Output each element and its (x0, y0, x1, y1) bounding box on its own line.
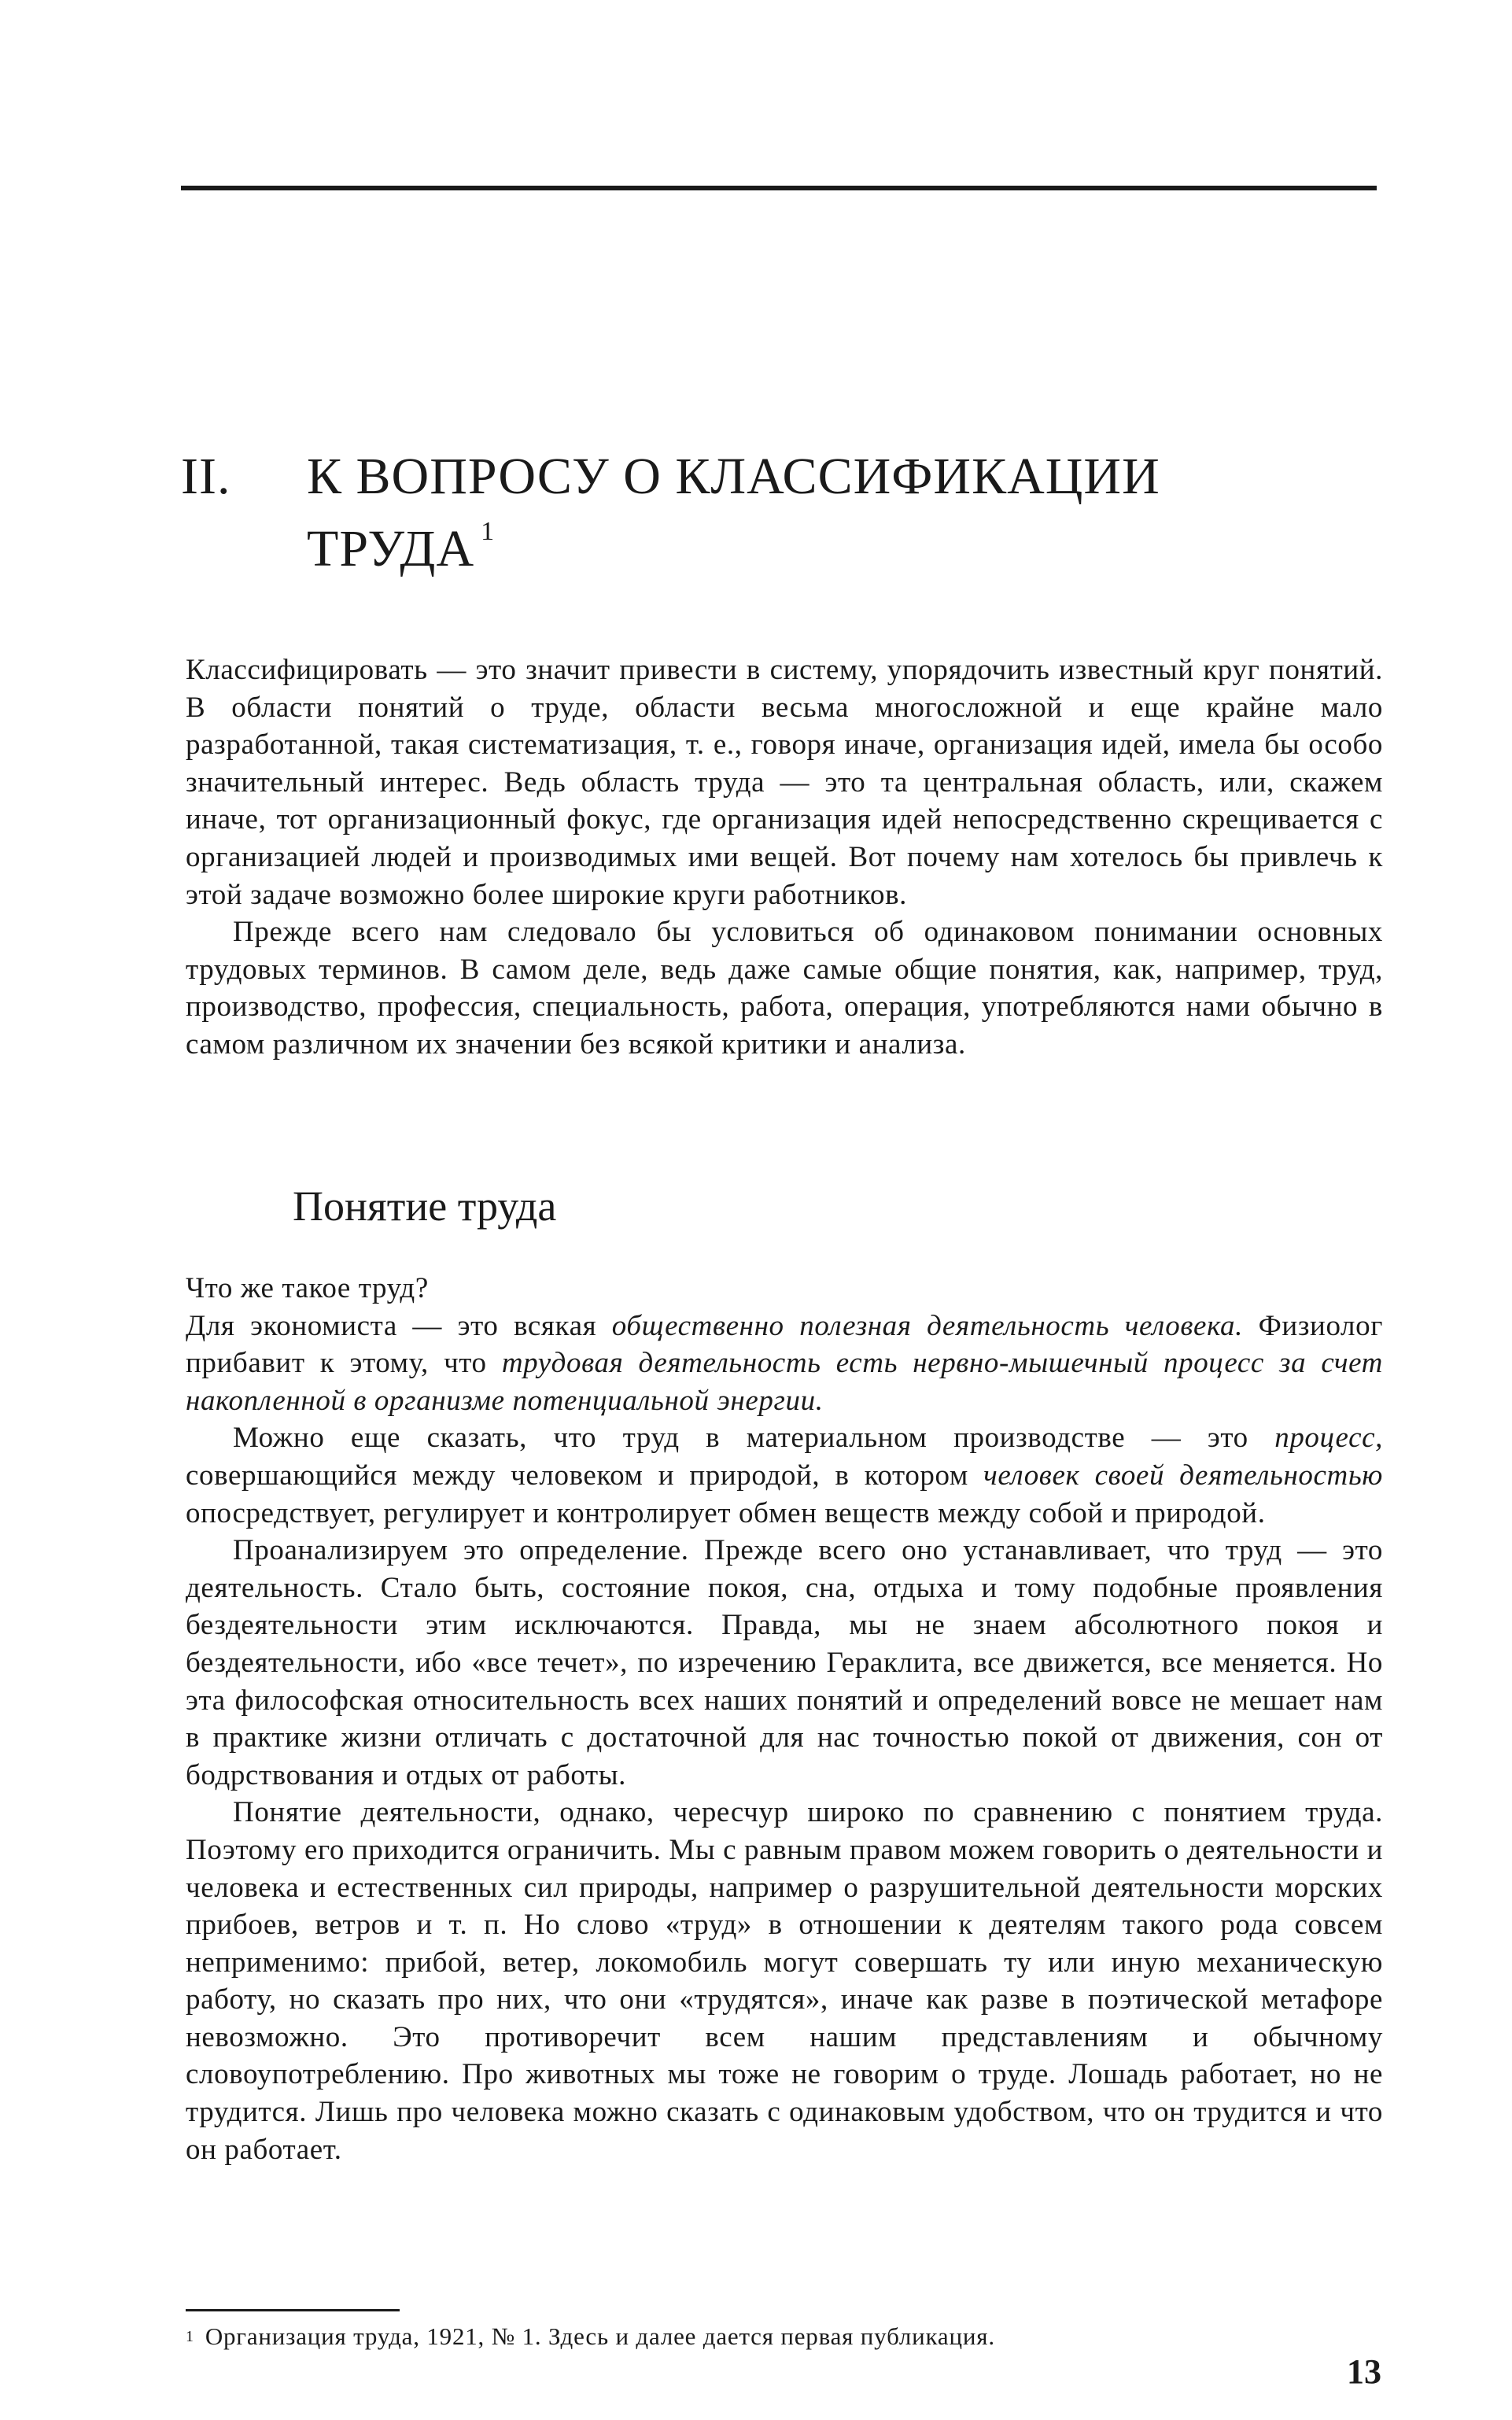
top-rule (181, 186, 1377, 190)
section-text (186, 1270, 1383, 2168)
material-text-b: совершающийся между человеком и природой, в котором (186, 1459, 984, 1492)
intro-paragraph-1: Классифицировать — это значит привести в систему, упорядочить известный круг понятий. В области понятий о труде, области весьма многосложной и еще крайне мало разработанной, такая систематизация, т. е., говоря иначе, организация идей, имела бы особо значительный интерес. Ведь область труда — это та центральная область, или, скажем иначе, тот организационный фокус, где организация идей непосредственно скрещивается с организацией людей и производимых ими вещей. Вот почему нам хотелось бы привлечь к этой задаче возможно более широкие круги работников. (186, 654, 1383, 911)
footnote (186, 2321, 1383, 2352)
chapter-title-line1: К ВОПРОСУ О КЛАССИФИКАЦИИ (307, 448, 1160, 505)
chapter-number: II. (181, 448, 231, 505)
page-number: 13 (1347, 2352, 1381, 2391)
intro-paragraph-2: Прежде всего нам следовало бы условиться об одинаковом понимании основных трудовых терминов. В самом деле, ведь даже самые общие понятия, как, например, труд, производство, профессия, специальность, работа, операция, употребляются нами обычно в самом различном их значении без всякой критики и анализа. (186, 916, 1383, 1061)
material-text-c: опосредствует, регулирует и контролирует обмен веществ между собой и природой. (186, 1496, 1266, 1529)
economist-emphasis-1: общественно полезная деятельность человека. (611, 1309, 1244, 1342)
activity-paragraph: Понятие деятельности, однако, чересчур широко по сравнению с понятием труда. Поэтому его приходится ограничить. Мы с равным правом можем говорить о деятельности и человека и естественных сил природы, например о разрушительной деятельности морских прибоев, ветров и т. п. Но слово «труд» в отношении к деятелям такого рода совсем неприменимо: прибой, ветер, локомобиль могут совершать ту или иную механическую работу, но сказать про них, что они «трудятся», иначе как разве в поэтической метафоре невозможно. Это противоречит всем нашим представлениям и обычному словоупотреблению. Про животных мы тоже не говорим о труде. Лошадь работает, но не трудится. Лишь про человека можно сказать с одинаковым удобством, что он трудится и что он работает. (186, 1796, 1383, 2166)
economist-text-b: Физиолог прибавит к этому, что (186, 1309, 1383, 1380)
section-title: Понятие труда (293, 1182, 557, 1230)
footnote-marker: 1 (186, 2328, 194, 2345)
footnote-rule (186, 2309, 400, 2311)
intro-text (186, 651, 1383, 1064)
material-emphasis-2: человек своей деятельностью (983, 1459, 1383, 1492)
chapter-title (181, 441, 1345, 585)
economist-emphasis-2: трудовая деятельность есть нервно-мышечный процесс за счет накопленной в организме потенциальной энергии. (186, 1347, 1383, 1417)
economist-text-a: Для экономиста — это всякая (186, 1309, 612, 1342)
economist-paragraph (186, 1308, 1383, 1420)
chapter-title-line2-wrap (181, 513, 1345, 585)
material-paragraph (186, 1419, 1383, 1532)
material-emphasis-1: процесс, (1274, 1422, 1383, 1455)
footnote-text: Организация труда, 1921, № 1. Здесь и далее дается первая публикация. (205, 2322, 995, 2350)
chapter-title-line2: ТРУДА (307, 520, 475, 577)
analysis-paragraph: Проанализируем это определение. Прежде всего оно устанавливает, что труд — это деятельность. Стало быть, состояние покоя, сна, отдыха и тому подобные проявления бездеятельности этим исключаются. Правда, мы не знаем абсолютного покоя и бездеятельности, ибо «все течет», по изречению Гераклита, все движется, все меняется. Но эта философская относительность всех наших понятий и определений вовсе не мешает нам в практике жизни отличать с достаточной для нас точностью покой от движения, сон от бодрствования и отдых от работы. (186, 1534, 1383, 1791)
material-text-a: Можно еще сказать, что труд в материальном производстве — это (233, 1422, 1275, 1455)
chapter-footnote-marker: 1 (481, 517, 496, 546)
question-line: Что же такое труд? (186, 1272, 429, 1304)
